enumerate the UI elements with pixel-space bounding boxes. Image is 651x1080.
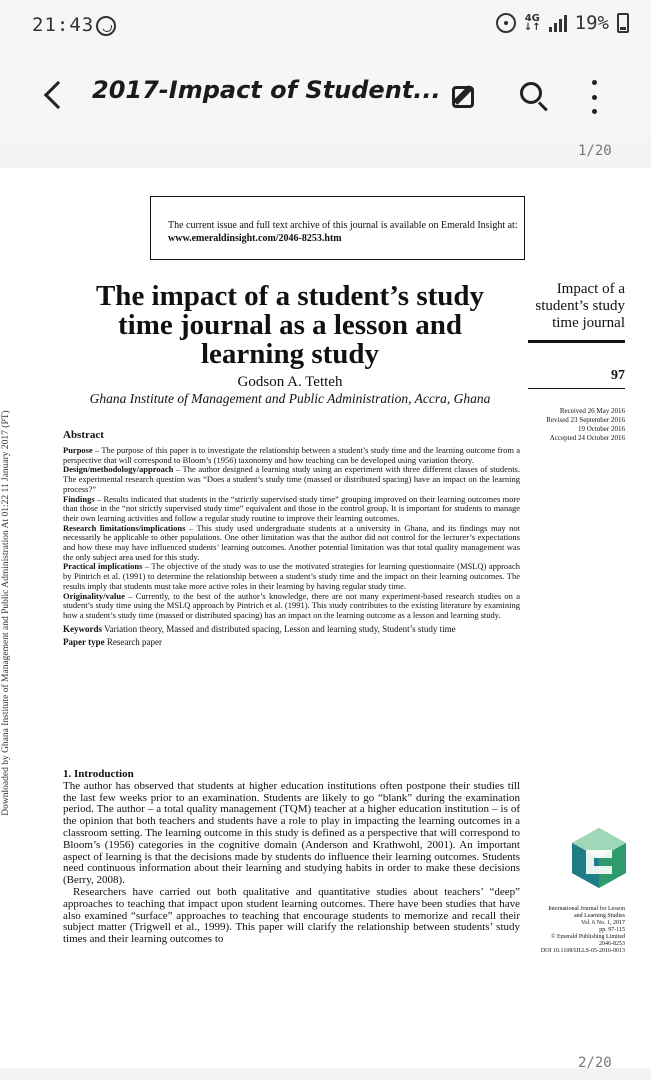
section-heading: 1. Introduction — [63, 768, 134, 780]
author-affiliation: Ghana Institute of Management and Public Administration, Accra, Ghana — [89, 391, 491, 406]
page-indicator-top: 1/20 — [578, 143, 612, 159]
notice-url[interactable]: www.emeraldinsight.com/2046-8253.htm — [168, 233, 342, 244]
toolbar — [0, 52, 651, 138]
abstract-section: Purpose – The purpose of this paper is to investigate the relationship between a student’s study time and the learning outcome from a perspective that will correspond to Bloom’s (1956) taxonomy and how teaching can be developed using variation theory. — [63, 445, 520, 465]
pdf-page[interactable] — [0, 168, 651, 1068]
document-title: 2017-Impact of Student... — [92, 76, 441, 104]
running-title: Impact of a student’s study time journal — [535, 281, 625, 331]
abstract-section: Design/methodology/approach – The author designed a learning study using an experiment with three different classes of students. The experimental research question was “Does a student’s study time (massed or distributed spacing) have an impact on the learning process?” — [63, 464, 520, 494]
abstract — [63, 446, 520, 648]
abstract-section: Findings – Results indicated that students in the “strictly supervised study time” grouping improved on their learning outcomes more than those in the “not strictly supervised study time” equivalent and those in the control group. It is important for students to manage their own learning activities and follow a regular study routine to improve their learning outcomes. — [63, 493, 520, 523]
paper-author: Godson A. Tetteh — [237, 374, 343, 390]
search-icon — [520, 82, 542, 104]
more-options-button[interactable] — [586, 80, 602, 114]
keywords: Keywords Variation theory, Massed and distributed spacing, Lesson and learning study, Student’s study time — [63, 623, 456, 634]
abstract-heading: Abstract — [63, 429, 104, 441]
journal-notice-box — [150, 196, 525, 260]
hotspot-icon — [496, 13, 516, 33]
search-button[interactable] — [518, 80, 550, 112]
back-button[interactable] — [38, 80, 64, 110]
paragraph: Researchers have carried out both qualitative and quantitative studies about teachers’ “deep” approaches to teaching that impact upon student learning outcomes. There have been studies that have also examined “surface” approaches to teaching that encourage students to memorize and recall their subject matter (Trigwell et al., 1999). This paper will clarify the relationship between students’ study times and their learning outcomes to — [63, 885, 520, 946]
page-indicator-bottom: 2/20 — [578, 1055, 612, 1071]
paper-title: The impact of a student’s study time journal as a lesson and learning study — [95, 280, 485, 370]
abstract-section: Research limitations/implications – This study used undergraduate students at a university in Ghana, and its findings may not necessarily be applicable to other populations. One other limitation was that the author did not control for the lecturer’s expectations and how these may have influenced students’ learning outcomes. Another potential limitation was that total quality management was the only subject area used for this study. — [63, 522, 521, 562]
paper-type: Paper type Research paper — [63, 637, 163, 648]
divider — [528, 388, 625, 389]
network-type: 4G ↓↑ — [523, 13, 541, 33]
abstract-section: Practical implications – The objective of the study was to use the motivated strategies for learning questionnaire (MSLQ) approach by Pintrich et al. (1991) to determine the relationship between a student’s study time and the impact on their learning outcomes. The results imply that students must take more active roles in their learning by having regular study time. — [63, 561, 520, 591]
journal-info: International Journal for Lesson and Learning Studies Vol. 6 No. 1, 2017 pp. 97-115 © Emerald Publishing Limited 2046-8253 DOI 10.1108/IJLLS-05-2016-0013 — [540, 906, 625, 954]
battery-icon — [617, 13, 629, 33]
download-notice: Downloaded by Ghana Institute of Management and Public Administration At 01:22 11 January 2017 (PT) — [1, 410, 11, 816]
introduction — [63, 769, 520, 946]
status-bar — [0, 0, 651, 52]
more-dots-icon — [592, 80, 597, 85]
status-time: 21:43 — [32, 14, 95, 36]
emerald-logo-icon — [572, 828, 626, 888]
whatsapp-icon — [96, 16, 116, 36]
status-icons — [496, 12, 629, 34]
signal-icon — [549, 14, 567, 32]
paragraph: The author has observed that students at higher education institutions often postpone their studies till the last few weeks prior to an examination. Students are likely to go “blank” during the examination period. The author – a total quality management (TQM) teacher at a higher education institution – is of the opinion that both teachers and students have a role to play in impacting the learning outcomes in a classroom setting. The learning outcome in this study is defined as a perspective that will correspond to Bloom’s (1956) categories in the cognitive domain (Anderson and Krathwohl, 2001). An important aspect of learning is that the decisions made by students do influence their learning outcomes. Students need continuous information about their learning and studying habits in order to make these decisions (Berry, 2008). — [63, 779, 520, 887]
divider — [528, 340, 625, 343]
battery-percent: 19% — [574, 12, 609, 34]
notice-text: The current issue and full text archive of this journal is available on Emerald Insight at: — [168, 220, 518, 231]
abstract-section: Originality/value – Currently, to the best of the author’s knowledge, there are not many experiment-based research studies on a student’s study time using the MSLQ approach by Pintrich et al. (1991). This study contributes to the existing literature by examining how a student’s study time (massed or distributed spacing) has an impact on the learning outcome as a lesson and learning study. — [63, 590, 520, 620]
page-number: 97 — [611, 368, 625, 383]
edit-button[interactable] — [452, 82, 480, 110]
submission-dates: Received 26 May 2016 Revised 23 September 2016 19 October 2016 Accepted 24 October 2016 — [546, 407, 625, 442]
